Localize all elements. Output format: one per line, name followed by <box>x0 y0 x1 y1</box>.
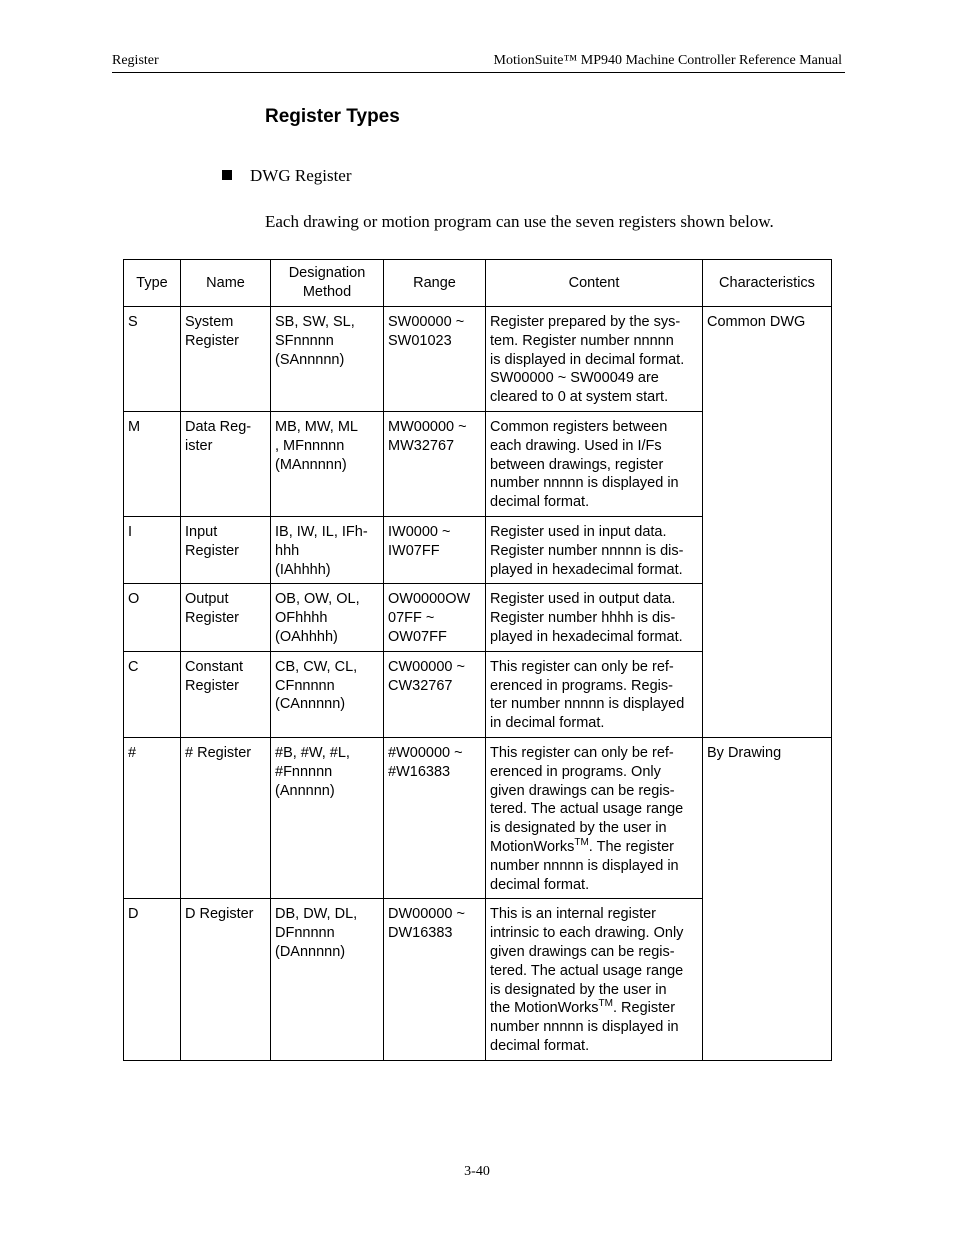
cell-name: D Register <box>181 899 271 1060</box>
cell-type: I <box>124 516 181 583</box>
cell-name: System Register <box>181 307 271 412</box>
table-row <box>124 411 832 516</box>
cell-content: Register prepared by the sys- tem. Register number nnnnn is displayed in decimal format. SW00000 ~ SW00049 are cleared to 0 at system start. <box>486 307 703 412</box>
content-text: . The register number nnnnn is displayed in decimal format. <box>490 838 679 893</box>
square-bullet-icon <box>222 170 232 180</box>
cell-characteristics: Common DWG <box>703 307 832 412</box>
cell-type: O <box>124 584 181 651</box>
running-header-section: Register <box>112 53 159 68</box>
table-header-row <box>124 260 832 307</box>
cell-characteristics <box>703 584 832 651</box>
cell-designation: IB, IW, IL, IFh- hhh (IAhhhh) <box>271 516 384 583</box>
content-text: This register can only be ref- erenced in programs. Only given drawings can be regis- tered. The actual usage range is designated by the user in MotionWorks <box>490 744 684 855</box>
table-row <box>124 899 832 1060</box>
cell-range: #W00000 ~ #W16383 <box>384 737 486 898</box>
cell-name: Constant Register <box>181 651 271 737</box>
cell-characteristics: By Drawing <box>703 737 832 898</box>
cell-range: MW00000 ~ MW32767 <box>384 411 486 516</box>
cell-range: OW0000OW 07FF ~ OW07FF <box>384 584 486 651</box>
table-row <box>124 307 832 412</box>
cell-designation: DB, DW, DL, DFnnnnn (DAnnnnn) <box>271 899 384 1060</box>
cell-type: C <box>124 651 181 737</box>
table-row <box>124 651 832 737</box>
cell-content <box>486 899 703 1060</box>
header-divider <box>112 72 845 73</box>
column-header-range: Range <box>384 260 486 307</box>
cell-name: # Register <box>181 737 271 898</box>
cell-content <box>486 737 703 898</box>
table-row <box>124 584 832 651</box>
page-number: 3-40 <box>464 1164 490 1179</box>
cell-content: Common registers between each drawing. Used in I/Fs between drawings, register number nnnnn is displayed in decimal format. <box>486 411 703 516</box>
cell-designation: OB, OW, OL, OFhhhh (OAhhhh) <box>271 584 384 651</box>
cell-range: DW00000 ~ DW16383 <box>384 899 486 1060</box>
running-header-title: MotionSuite™ MP940 Machine Controller Reference Manual <box>493 53 842 68</box>
table-row <box>124 516 832 583</box>
trademark-superscript: TM <box>598 998 613 1010</box>
cell-type: M <box>124 411 181 516</box>
cell-designation: CB, CW, CL, CFnnnnn (CAnnnnn) <box>271 651 384 737</box>
cell-content: Register used in input data. Register number nnnnn is dis- played in hexadecimal format. <box>486 516 703 583</box>
column-header-name: Name <box>181 260 271 307</box>
cell-range: IW0000 ~ IW07FF <box>384 516 486 583</box>
cell-characteristics <box>703 516 832 583</box>
column-header-characteristics: Characteristics <box>703 260 832 307</box>
register-types-table <box>123 259 832 1061</box>
cell-name: Input Register <box>181 516 271 583</box>
cell-designation: SB, SW, SL, SFnnnnn (SAnnnnn) <box>271 307 384 412</box>
trademark-superscript: TM <box>574 837 589 849</box>
subheading: DWG Register <box>250 166 352 185</box>
cell-name: Data Reg- ister <box>181 411 271 516</box>
cell-characteristics <box>703 899 832 1060</box>
table-row <box>124 737 832 898</box>
cell-designation: MB, MW, ML , MFnnnnn (MAnnnnn) <box>271 411 384 516</box>
cell-name: Output Register <box>181 584 271 651</box>
cell-characteristics <box>703 651 832 737</box>
content-text: . Register number nnnnn is displayed in decimal format. <box>490 1000 679 1054</box>
cell-type: S <box>124 307 181 412</box>
cell-type: D <box>124 899 181 1060</box>
cell-type: # <box>124 737 181 898</box>
intro-paragraph: Each drawing or motion program can use the seven registers shown below. <box>265 212 774 231</box>
cell-range: SW00000 ~ SW01023 <box>384 307 486 412</box>
cell-designation: #B, #W, #L, #Fnnnnn (Annnnn) <box>271 737 384 898</box>
cell-characteristics <box>703 411 832 516</box>
cell-range: CW00000 ~ CW32767 <box>384 651 486 737</box>
column-header-type: Type <box>124 260 181 307</box>
column-header-content: Content <box>486 260 703 307</box>
section-title: Register Types <box>265 106 400 127</box>
column-header-designation: Designation Method <box>271 260 384 307</box>
content-text: This is an internal register intrinsic to each drawing. Only given drawings can be regis- tered. The actual usage range is designated by the user in the MotionWorks <box>490 906 684 1017</box>
cell-content: Register used in output data. Register number hhhh is dis- played in hexadecimal format. <box>486 584 703 651</box>
cell-content: This register can only be ref- erenced in programs. Regis- ter number nnnnn is displayed in decimal format. <box>486 651 703 737</box>
